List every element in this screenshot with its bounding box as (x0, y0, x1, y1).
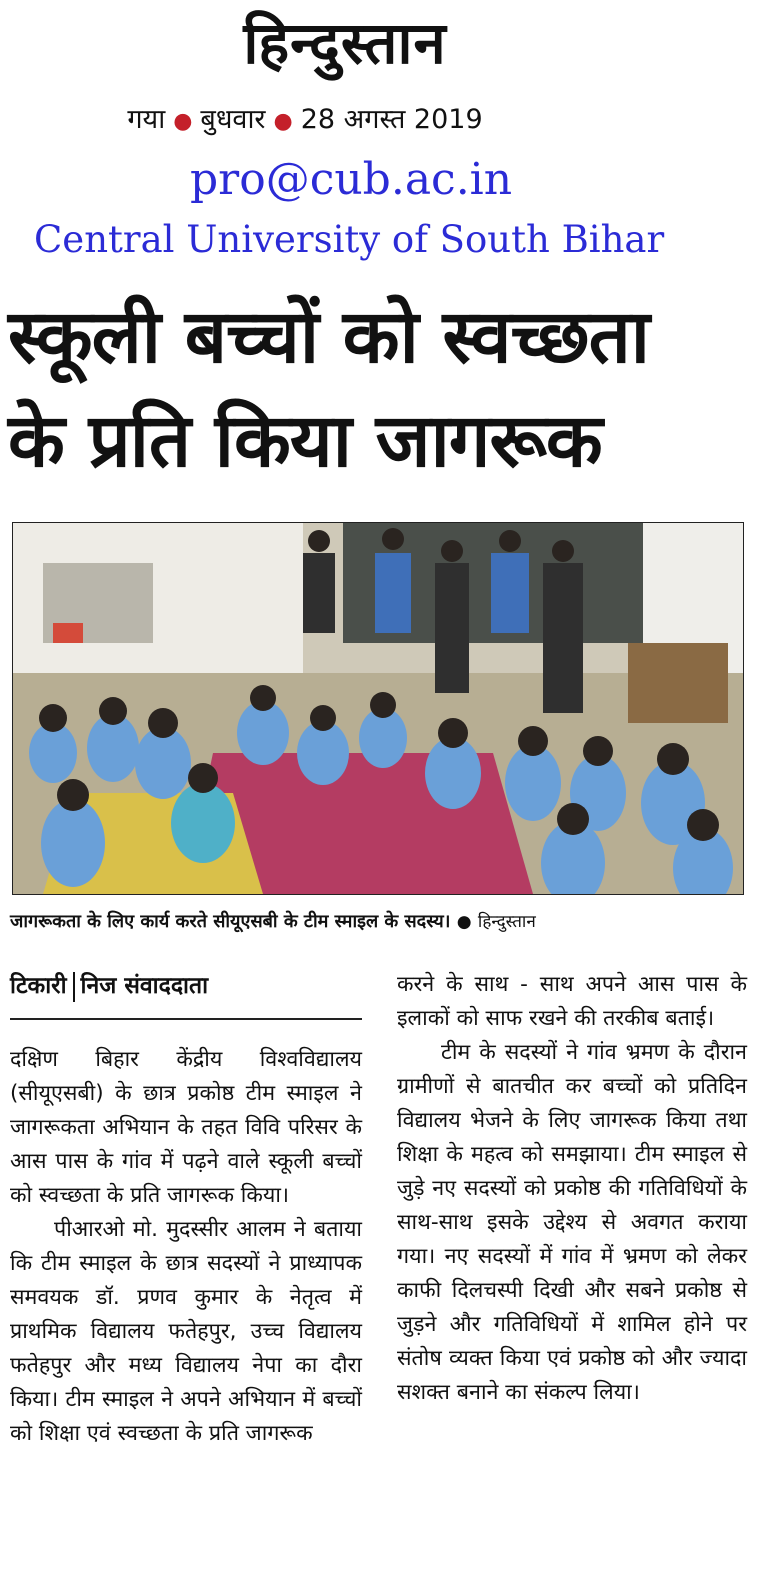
university-name: Central University of South Bihar (34, 218, 665, 261)
byline-divider (73, 972, 75, 1002)
headline (8, 285, 748, 493)
article-paragraph: टीम के सदस्यों ने गांव भ्रमण के दौरान ग्रामीणों से बातचीत कर बच्चों को प्रतिदिन विद्यालय भेजने के लिए जागरूक किया तथा शिक्षा के महत्व को समझाया। टीम स्माइल से जुड़े नए सदस्यों को प्रकोष्ठ की गतिविधियों के साथ-साथ इसके उद्देश्य से अवगत कराया गया। नए सदस्यों में गांव में भ्रमण को लेकर काफी दिलचस्पी दिखी और सबने प्रकोष्ठ से जुड़ने और गतिविधियों में शामिल होने पर संतोष व्यक्त किया एवं प्रकोष्ठ को और ज्यादा सशक्त बनाने का संकल्प लिया। (397, 1040, 747, 1405)
article-paragraph: करने के साथ - साथ अपने आस पास के इलाकों को साफ रखने की तरकीब बताई। (397, 972, 747, 1031)
byline-reporter: निज संवाददाता (80, 973, 209, 999)
contact-email: pro@cub.ac.in (190, 154, 513, 205)
byline (10, 966, 208, 1006)
headline-line-1: स्कूली बच्चों को स्वच्छता (8, 294, 649, 380)
dateline (60, 100, 550, 142)
dateline-city: गया (127, 104, 166, 135)
classroom-photo (12, 522, 744, 895)
photo-caption (10, 908, 760, 936)
photo-caption-text: जागरूकता के लिए कार्य करते सीयूएसबी के टीम स्माइल के सदस्य। (10, 911, 451, 932)
article-column-right (397, 968, 747, 1410)
bullet-icon: ● (273, 109, 293, 134)
newspaper-masthead: हिन्दुस्तान (243, 9, 447, 77)
classroom-photo-illustration (13, 523, 743, 894)
byline-rule (10, 1018, 362, 1020)
byline-place: टिकारी (10, 973, 67, 999)
dateline-day: बुधवार (200, 104, 266, 135)
article-paragraph: दक्षिण बिहार केंद्रीय विश्वविद्यालय (सीयूएसबी) के छात्र प्रकोष्ठ टीम स्माइल ने जागरूकता अभियान के तहत विवि परिसर के आस पास के गांव में पढ़ने वाले स्कूली बच्चों को स्वच्छता के प्रति जागरूक किया। (10, 1047, 362, 1208)
headline-line-2: के प्रति किया जागरूक (8, 398, 602, 484)
bullet-icon: ● (456, 912, 472, 932)
article-column-left (10, 1043, 362, 1451)
article-paragraph: पीआरओ मो. मुदस्सीर आलम ने बताया कि टीम स्माइल के छात्र सदस्यों ने प्राध्यापक समवयक डॉ. प्रणव कुमार के नेतृत्व में प्राथमिक विद्यालय फतेहपुर, उच्च विद्यालय फतेहपुर और मध्य विद्यालय नेपा का दौरा किया। टीम स्माइल ने अपने अभियान में बच्चों को शिक्षा एवं स्वच्छता के प्रति जागरूक (10, 1217, 362, 1446)
bullet-icon: ● (173, 109, 193, 134)
dateline-date: 28 अगस्त 2019 (300, 104, 483, 135)
photo-caption-source: हिन्दुस्तान (477, 912, 536, 932)
